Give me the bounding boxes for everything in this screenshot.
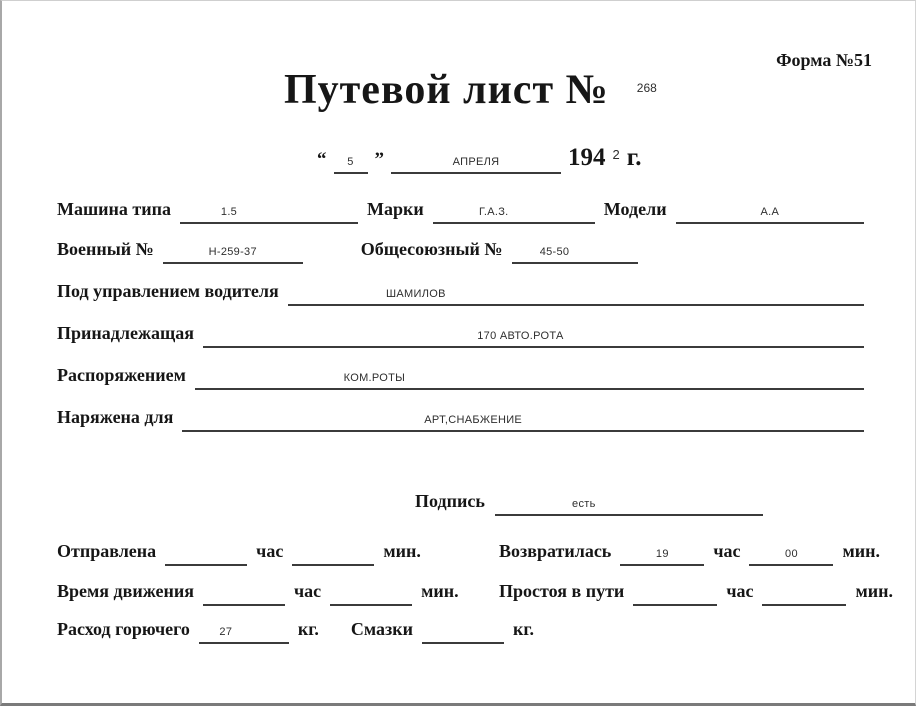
- idle-min-unit: мин.: [855, 581, 893, 601]
- departed-hour-unit: час: [256, 541, 284, 561]
- driving-time-row: [57, 581, 469, 606]
- order-row: [57, 365, 864, 390]
- machine-type-label: Машина типа: [57, 199, 172, 219]
- numbers-row: [57, 239, 638, 264]
- driving-time-label: Время движения: [57, 581, 194, 601]
- driving-hour-field: [203, 588, 285, 606]
- departed-min-field: [292, 548, 374, 566]
- returned-min-unit: мин.: [842, 541, 880, 561]
- returned-row: [499, 541, 899, 566]
- title-row: [284, 69, 657, 111]
- brand-label: Марки: [367, 199, 424, 219]
- page-title: Путевой лист №: [284, 67, 609, 113]
- driving-min-unit: мин.: [421, 581, 459, 601]
- year-last-digit-field: 2: [612, 147, 620, 162]
- driver-field: ШАМИЛОВ: [288, 288, 864, 306]
- signature-field: есть: [495, 498, 763, 516]
- returned-min-field: 00: [749, 548, 833, 566]
- belongs-label: Принадлежащая: [57, 323, 194, 343]
- assigned-row: [57, 407, 864, 432]
- idle-hour-unit: час: [726, 581, 754, 601]
- assigned-field: АРТ,СНАБЖЕНИЕ: [182, 414, 864, 432]
- waybill-number-value: 268: [636, 81, 657, 95]
- brand-field: Г.А.З.: [433, 206, 595, 224]
- assigned-label: Наряжена для: [57, 407, 174, 427]
- year-suffix: г.: [626, 144, 642, 171]
- date-month-field: АПРЕЛЯ: [391, 156, 561, 174]
- belongs-field: 170 АВТО.РОТА: [203, 330, 864, 348]
- military-no-field: Н-259-37: [163, 246, 303, 264]
- departed-label: Отправлена: [57, 541, 157, 561]
- driver-label: Под управлением водителя: [57, 281, 279, 301]
- idle-time-label: Простоя в пути: [499, 581, 625, 601]
- returned-label: Возвратилась: [499, 541, 612, 561]
- idle-time-row: [499, 581, 899, 606]
- machine-type-field: 1.5: [180, 206, 358, 224]
- lube-field: [422, 626, 504, 644]
- idle-hour-field: [633, 588, 717, 606]
- close-quote: ”: [374, 149, 384, 170]
- union-no-field: 45-50: [512, 246, 638, 264]
- lube-kg-unit: кг.: [512, 619, 534, 639]
- returned-hour-field: 19: [620, 548, 704, 566]
- returned-hour-unit: час: [713, 541, 741, 561]
- fuel-label: Расход горючего: [57, 619, 190, 639]
- signature-label: Подпись: [415, 491, 485, 511]
- model-field: А.А: [676, 206, 864, 224]
- machine-row: [57, 199, 864, 224]
- signature-row: [415, 491, 763, 516]
- military-no-label: Военный №: [57, 239, 154, 259]
- driving-min-field: [330, 588, 412, 606]
- date-row: [317, 144, 642, 174]
- union-no-label: Общесоюзный №: [360, 239, 503, 259]
- fuel-field: 27: [199, 626, 289, 644]
- fuel-row: [57, 619, 597, 644]
- order-field: КОМ.РОТЫ: [195, 372, 864, 390]
- departed-hour-field: [165, 548, 247, 566]
- departed-row: [57, 541, 469, 566]
- belongs-row: [57, 323, 864, 348]
- date-day-field: 5: [334, 156, 368, 174]
- year-prefix: 194: [568, 144, 606, 171]
- idle-min-field: [762, 588, 846, 606]
- fuel-kg-unit: кг.: [297, 619, 319, 639]
- open-quote: “: [317, 149, 327, 170]
- lube-label: Смазки: [350, 619, 413, 639]
- driver-row: [57, 281, 864, 306]
- model-label: Модели: [603, 199, 667, 219]
- departed-min-unit: мин.: [383, 541, 421, 561]
- order-label: Распоряжением: [57, 365, 186, 385]
- form-code: Форма №51: [776, 50, 872, 70]
- driving-hour-unit: час: [294, 581, 322, 601]
